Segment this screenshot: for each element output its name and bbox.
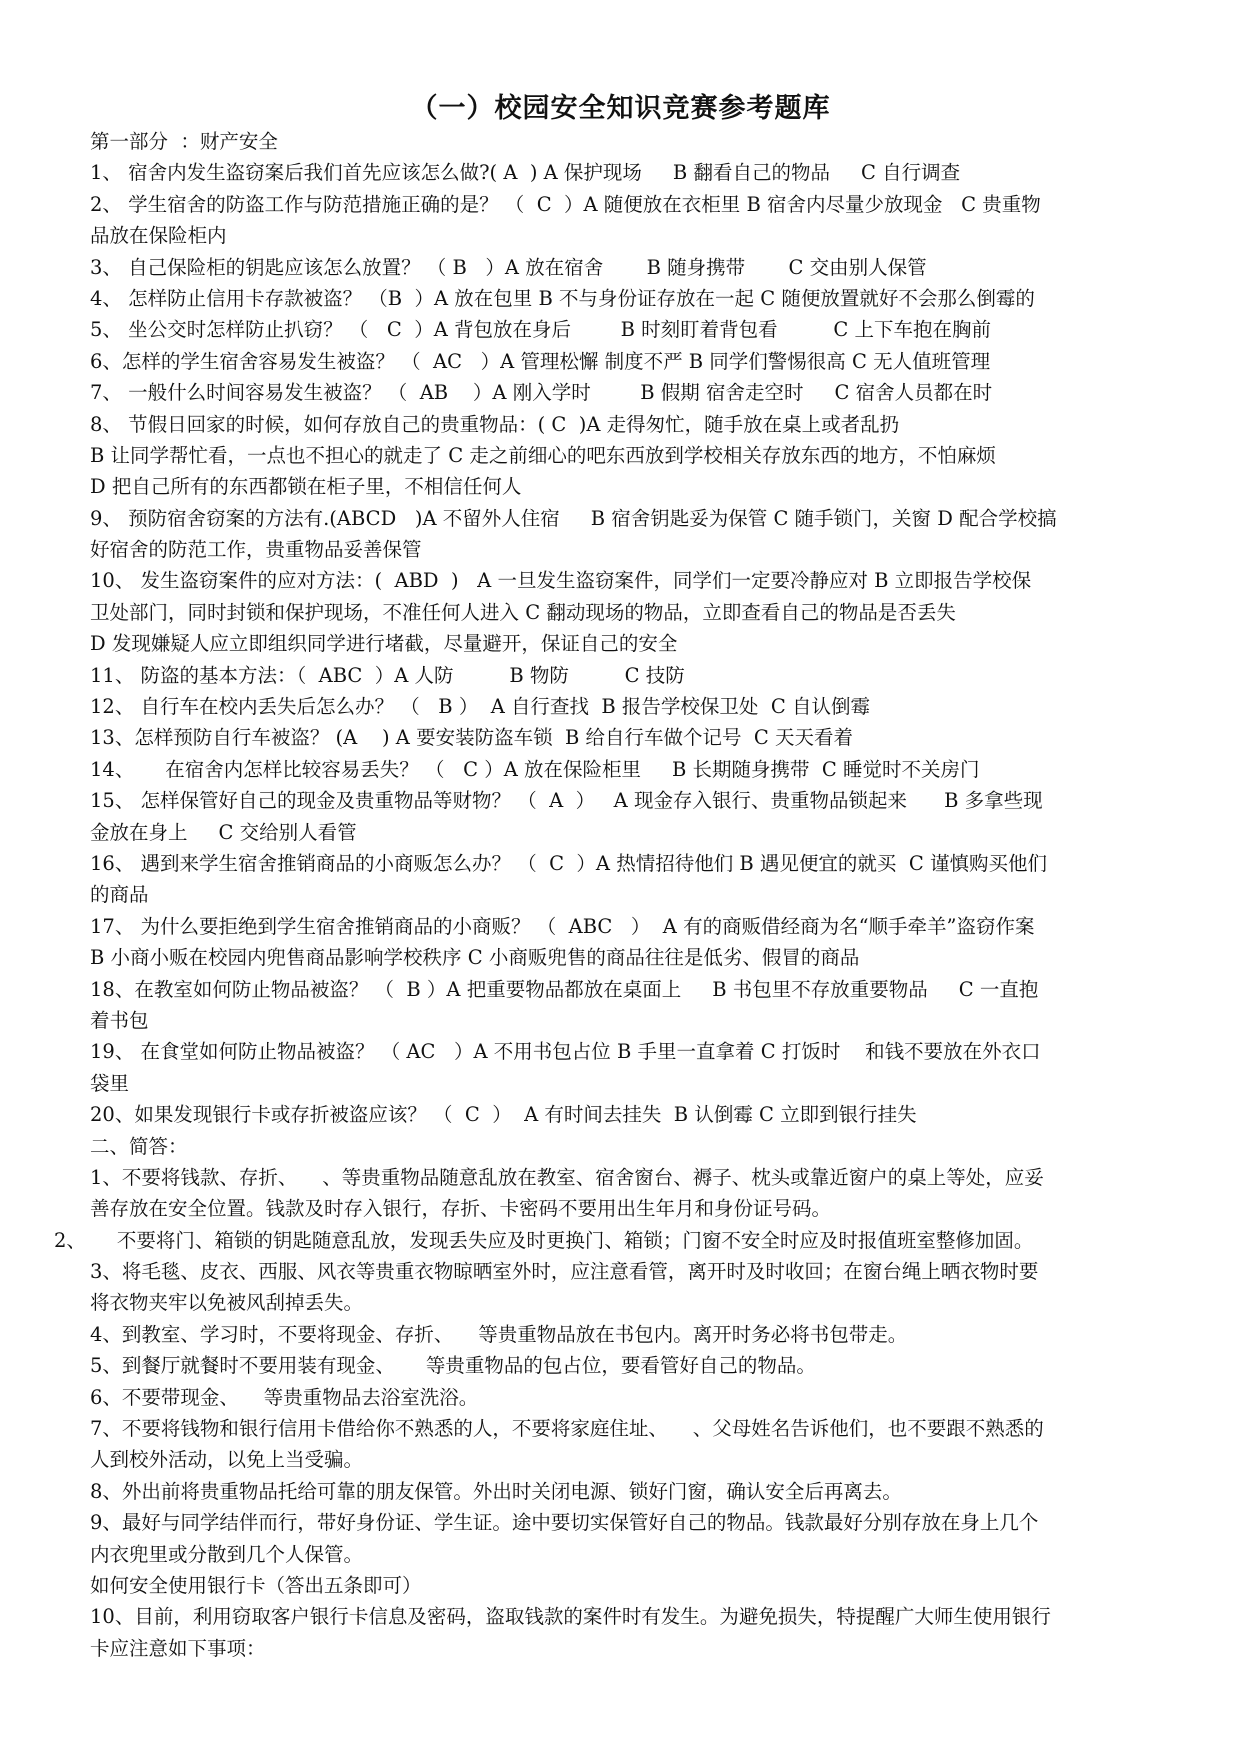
section-heading: 第一部分 ：财产安全 bbox=[90, 130, 278, 153]
question-line: D 把自己所有的东西都锁在柜子里，不相信任何人 bbox=[90, 475, 522, 499]
question-line: 袋里 bbox=[90, 1071, 130, 1095]
answer-line: 内衣兜里或分散到几个人保管。 bbox=[90, 1542, 364, 1566]
section-heading: 如何安全使用银行卡（答出五条即可） bbox=[90, 1573, 422, 1597]
answer-line: 卡应注意如下事项： bbox=[90, 1636, 266, 1660]
question-line: 14、 在宿舍内怎样比较容易丢失？ （ C ）A 放在保险柜里 B 长期随身携带 C 睡觉时不关房门 bbox=[90, 757, 980, 781]
question-line: 19、 在食堂如何防止物品被盗？ （ AC ）A 不用书包占位 B 手里一直拿着 C 打饭时 和钱不要放在外衣口 bbox=[90, 1040, 1041, 1064]
answer-line: 7、不要将钱物和银行信用卡借给你不熟悉的人，不要将家庭住址、 、父母姓名告诉他们，也不要跟不熟悉的 bbox=[90, 1417, 1044, 1441]
answer-line: 2、 不要将门、箱锁的钥匙随意乱放，发现丢失应及时更换门、箱锁；门窗不安全时应及时报值班室整修加固。 bbox=[54, 1228, 1034, 1252]
question-line: 品放在保险柜内 bbox=[90, 224, 227, 248]
question-line: 17、 为什么要拒绝到学生宿舍推销商品的小商贩？ （ ABC ） A 有的商贩借经商为名“顺手牵羊”盗窃作案 bbox=[90, 914, 1035, 938]
question-line: 5、 坐公交时怎样防止扒窃？ （ C ）A 背包放在身后 B 时刻盯着背包看 C 上下车抱在胸前 bbox=[90, 318, 992, 342]
question-line: 4、 怎样防止信用卡存款被盗？ （B ）A 放在包里 B 不与身份证存放在一起 C 随便放置就好不会那么倒霉的 bbox=[90, 286, 1035, 310]
question-line: 好宿舍的防范工作，贵重物品妥善保管 bbox=[90, 538, 422, 562]
question-line: 卫处部门，同时封锁和保护现场，不准任何人进入 C 翻动现场的物品，立即查看自己的物品是否丢失 bbox=[90, 600, 956, 624]
question-line: 的商品 bbox=[90, 883, 149, 907]
question-line: 16、 遇到来学生宿舍推销商品的小商贩怎么办？ （ C ）A 热情招待他们 B 遇见便宜的就买 C 谨慎购买他们 bbox=[90, 851, 1047, 875]
question-line: 1、 宿舍内发生盗窃案后我们首先应该怎么做?( A ) A 保护现场 B 翻看自己的物品 C 自行调查 bbox=[90, 161, 961, 185]
answer-line: 人到校外活动，以免上当受骗。 bbox=[90, 1448, 364, 1472]
question-line: 20、如果发现银行卡或存折被盗应该？ （ C ） A 有时间去挂失 B 认倒霉 C 立即到银行挂失 bbox=[90, 1103, 917, 1127]
question-line: D 发现嫌疑人应立即组织同学进行堵截，尽量避开，保证自己的安全 bbox=[90, 632, 678, 656]
answer-line: 9、最好与同学结伴而行，带好身份证、学生证。途中要切实保管好自己的物品。钱款最好分别存放在身上几个 bbox=[90, 1511, 1039, 1535]
page-title: （一）校园安全知识竞赛参考题库 bbox=[410, 93, 831, 124]
question-line: 12、 自行车在校内丢失后怎么办？ （ B ） A 自行查找 B 报告学校保卫处 C 自认倒霉 bbox=[90, 695, 870, 719]
question-line: 3、 自己保险柜的钥匙应该怎么放置？ （ B ）A 放在宿舍 B 随身携带 C 交由别人保管 bbox=[90, 255, 927, 279]
question-line: 8、 节假日回家的时候，如何存放自己的贵重物品：( C )A 走得匆忙，随手放在桌上或者乱扔 bbox=[90, 412, 900, 436]
question-line: 金放在身上 C 交给别人看管 bbox=[90, 820, 357, 844]
answer-line: 将衣物夹牢以免被风刮掉丢失。 bbox=[90, 1291, 364, 1315]
document-body bbox=[54, 126, 1175, 1664]
answer-line: 3、将毛毯、皮衣、西服、风衣等贵重衣物晾晒室外时，应注意看管，离开时及时收回；在窗台绳上晒衣物时要 bbox=[90, 1260, 1039, 1284]
question-line: 2、 学生宿舍的防盗工作与防范措施正确的是？ （ C ）A 随便放在衣柜里 B 宿舍内尽量少放现金 C 贵重物 bbox=[90, 192, 1041, 216]
answer-line: 6、不要带现金、 等贵重物品去浴室洗浴。 bbox=[90, 1385, 479, 1409]
question-line: 15、 怎样保管好自己的现金及贵重物品等财物？ （ A ） A 现金存入银行、贵重物品锁起来 B 多拿些现 bbox=[90, 789, 1043, 813]
question-line: 6、怎样的学生宿舍容易发生被盗？ （ AC ）A 管理松懈 制度不严 B 同学们警惕很高 C 无人值班管理 bbox=[90, 349, 991, 373]
answer-line: 8、外出前将贵重物品托给可靠的朋友保管。外出时关闭电源、锁好门窗，确认安全后再离去。 bbox=[90, 1479, 902, 1503]
question-line: 18、在教室如何防止物品被盗？ （ B ）A 把重要物品都放在桌面上 B 书包里不存放重要物品 C 一直抱 bbox=[90, 977, 1039, 1001]
answer-line: 善存放在安全位置。钱款及时存入银行，存折、卡密码不要用出生年月和身份证号码。 bbox=[90, 1197, 832, 1221]
section-heading: 二、简答： bbox=[90, 1134, 188, 1158]
question-line: 13、怎样预防自行车被盗？ (A ) A 要安装防盗车锁 B 给自行车做个记号 C 天天看着 bbox=[90, 726, 854, 750]
answer-line: 5、到餐厅就餐时不要用装有现金、 等贵重物品的包占位，要看管好自己的物品。 bbox=[90, 1354, 816, 1378]
question-line: B 小商小贩在校园内兜售商品影响学校秩序 C 小商贩兜售的商品往往是低劣、假冒的商品 bbox=[90, 946, 860, 970]
question-line: 9、 预防宿舍窃案的方法有.(ABCD )A 不留外人住宿 B 宿舍钥匙妥为保管 C 随手锁门，关窗 D 配合学校搞 bbox=[90, 506, 1057, 530]
answer-line: 10、目前，利用窃取客户银行卡信息及密码，盗取钱款的案件时有发生。为避免损失，特提醒广大师生使用银行 bbox=[90, 1605, 1051, 1629]
question-line: 11、 防盗的基本方法：（ ABC ）A 人防 B 物防 C 技防 bbox=[90, 663, 685, 687]
question-line: 7、 一般什么时间容易发生被盗？ （ AB ）A 刚入学时 B 假期 宿舍走空时 C 宿舍人员都在时 bbox=[90, 381, 993, 405]
question-line: B 让同学帮忙看，一点也不担心的就走了 C 走之前细心的吧东西放到学校相关存放东西的地方，不怕麻烦 bbox=[90, 443, 996, 467]
answer-line: 4、到教室、学习时，不要将现金、存折、 等贵重物品放在书包内。离开时务必将书包带走。 bbox=[90, 1322, 908, 1346]
question-line: 着书包 bbox=[90, 1008, 149, 1032]
question-line: 10、 发生盗窃案件的应对方法：( ABD ) A 一旦发生盗窃案件，同学们一定要冷静应对 B 立即报告学校保 bbox=[90, 569, 1032, 593]
answer-line: 1、不要将钱款、存折、 、等贵重物品随意乱放在教室、宿舍窗台、褥子、枕头或靠近窗户的桌上等处，应妥 bbox=[90, 1165, 1044, 1189]
